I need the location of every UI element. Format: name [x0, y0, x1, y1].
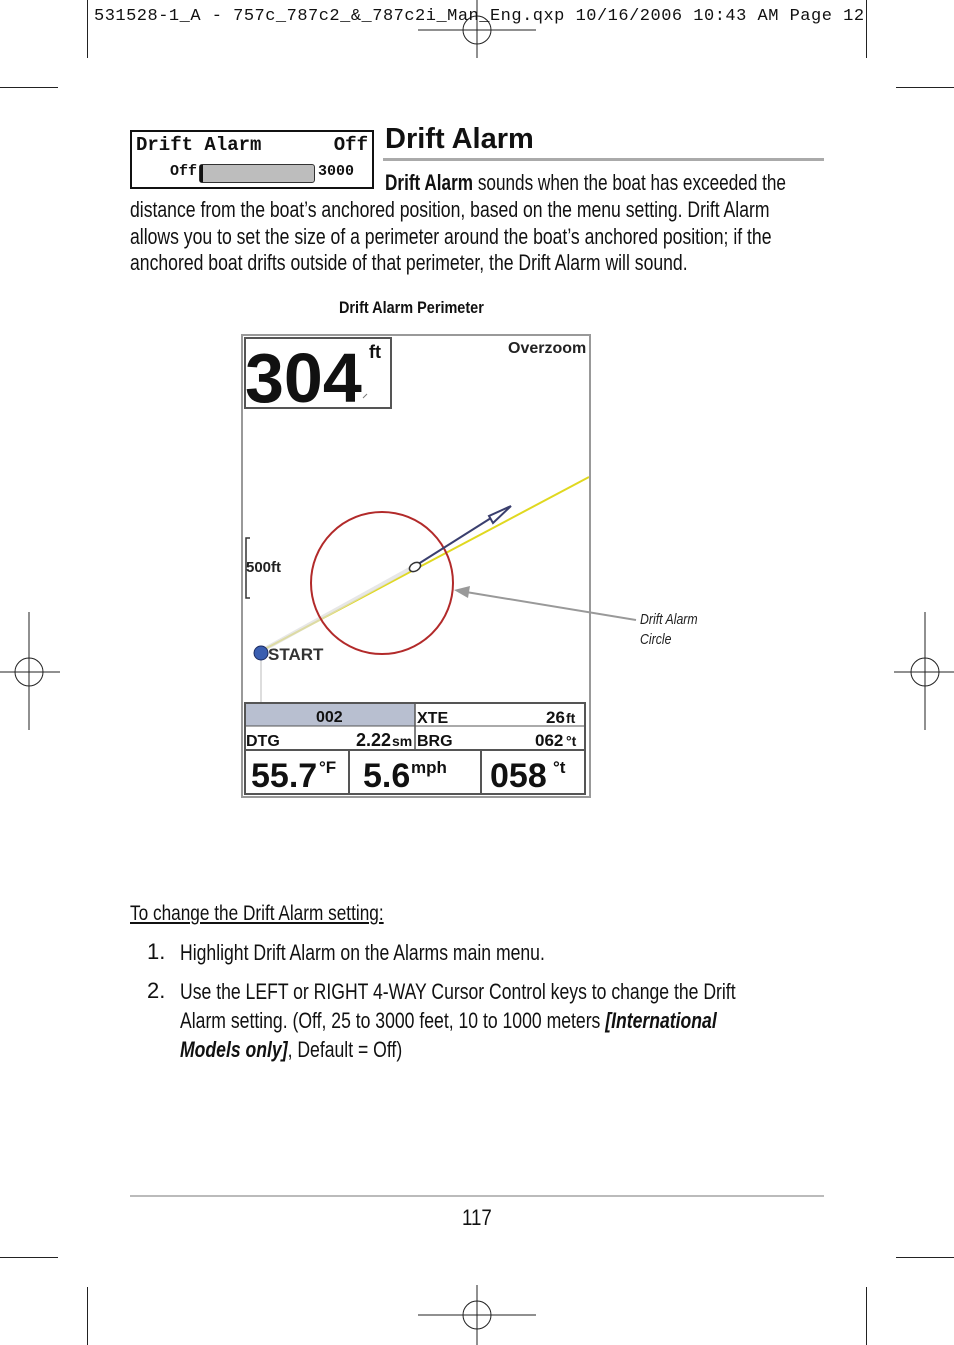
dtg-label: DTG [246, 733, 280, 750]
step-2-note-international: [International [605, 1008, 717, 1033]
heading-line [415, 518, 491, 566]
menu-title: Drift Alarm [136, 134, 262, 156]
figure-caption: Drift Alarm Perimeter [339, 298, 484, 317]
step-2-line-2-text: Alarm setting. (Off, 25 to 3000 feet, 10 to 1000 meters [180, 1008, 601, 1033]
xte-unit: ft [566, 710, 576, 726]
waypoint-number: 002 [316, 709, 343, 726]
slider-max-label: 3000 [318, 163, 355, 180]
step-2-line-3 [180, 1035, 458, 1064]
page-number: 117 [462, 1205, 492, 1230]
callout-arrow [450, 580, 640, 630]
intro-line-1-text: sounds when the boat has exceeded the [477, 170, 786, 195]
slider-fill [200, 165, 203, 182]
device-screen [241, 334, 591, 798]
water-temp-value: 55.7 [251, 757, 318, 795]
registration-mark-right [894, 612, 954, 730]
intro-line-1 [385, 170, 899, 197]
depth-unit: ft [369, 342, 381, 362]
slider-min-label: Off [170, 163, 198, 180]
print-header: 531528-1_A - 757c_787c2_&_787c2i_Man_Eng.qxp 10/16/2006 10:43 AM Page 12 [94, 7, 865, 26]
step-1-text: Highlight Drift Alarm on the Alarms main menu. [180, 940, 545, 965]
heading-rule [383, 158, 824, 161]
water-temp-unit: °F [319, 758, 337, 777]
boat-trail [263, 566, 415, 650]
menu-value: Off [333, 134, 368, 156]
intro-line-3: allows you to set the size of a perimeter around the boat’s anchored position; if the [130, 224, 772, 249]
brg-unit: °t [566, 733, 577, 749]
registration-mark-left [0, 612, 60, 730]
callout-label [640, 610, 710, 650]
dtg-unit: sm [392, 733, 413, 749]
speed-unit: mph [411, 758, 447, 777]
step-2-line-1: Use the LEFT or RIGHT 4-WAY Cursor Control keys to change the Drift [180, 979, 736, 1004]
intro-lead: Drift Alarm [385, 170, 474, 195]
brg-label: BRG [417, 733, 453, 750]
step-2-note-models-only: Models only] [180, 1037, 288, 1062]
step-1-number: 1. [147, 939, 166, 964]
scale-label: 500ft [246, 559, 282, 576]
start-waypoint-icon [254, 646, 268, 660]
callout-line-2: Circle [640, 631, 672, 648]
heading-unit: °t [553, 758, 566, 777]
xte-label: XTE [417, 710, 449, 727]
drift-alarm-menu-widget [130, 130, 374, 189]
intro-line-4: anchored boat drifts outside of that perimeter, the Drift Alarm will sound. [130, 250, 688, 275]
step-2-line-2 [180, 1006, 851, 1035]
mode-label: Overzoom [508, 340, 587, 357]
registration-mark-bottom [418, 1285, 536, 1345]
xte-value: 26 [546, 708, 565, 727]
step-2-number: 2. [147, 978, 166, 1003]
step-2-default: , Default = Off) [287, 1037, 403, 1062]
menu-slider [199, 164, 315, 183]
brg-value: 062 [535, 731, 564, 750]
intro-line-2: distance from the boat’s anchored position, based on the menu setting. Drift Alarm [130, 197, 770, 222]
start-label: START [268, 645, 324, 664]
dtg-value: 2.22 [356, 730, 392, 750]
speed-value: 5.6 [363, 757, 411, 795]
footer-rule [130, 1195, 824, 1197]
procedure-title: To change the Drift Alarm setting: [130, 902, 384, 925]
section-heading: Drift Alarm [385, 123, 534, 155]
heading-value: 058 [490, 757, 547, 795]
depth-value: 304 [245, 339, 362, 417]
screen-graphic [243, 336, 589, 796]
callout-line-1: Drift Alarm [640, 611, 698, 628]
